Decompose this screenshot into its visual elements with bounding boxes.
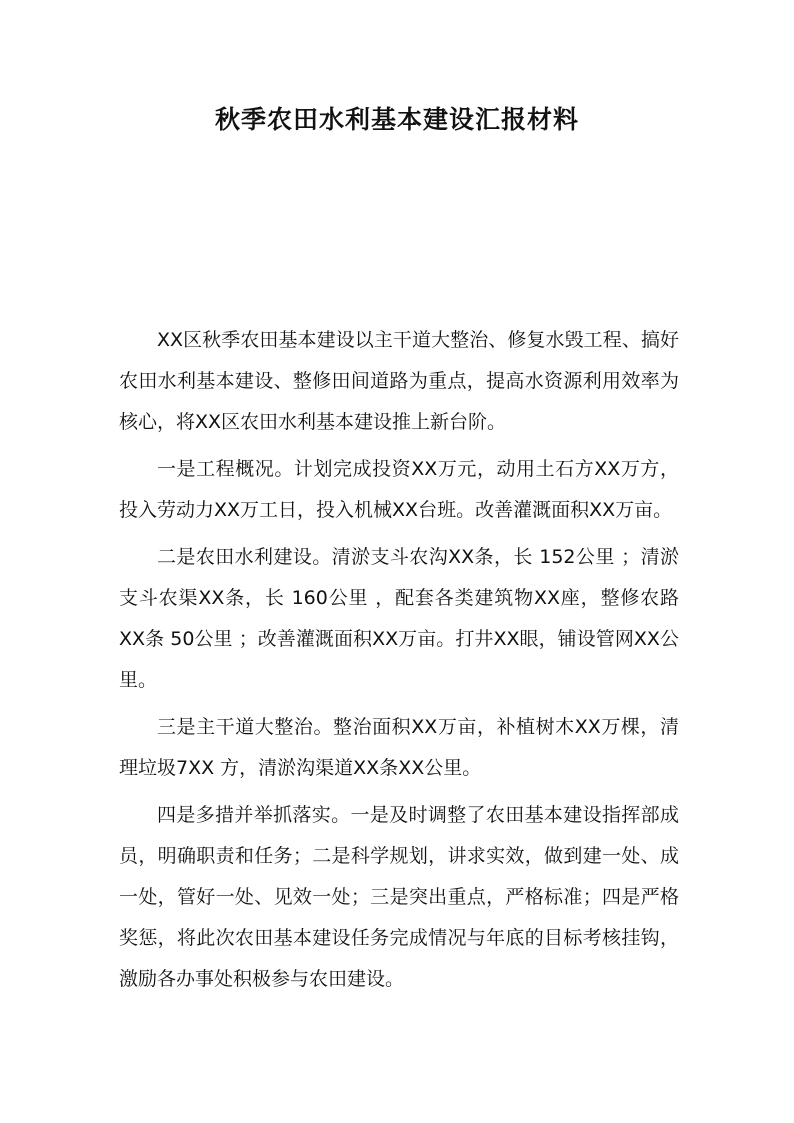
paragraph-project-overview: 一是工程概况。计划完成投资XX万元，动用土石方XX万方，投入劳动力XX万工日，投入机械XX台班。改善灌溉面积XX万亩。 bbox=[119, 458, 679, 521]
document-body bbox=[119, 320, 679, 1006]
paragraph-intro: XX区秋季农田基本建设以主干道大整治、修复水毁工程、搞好农田水利基本建设、整修田间道路为重点，提高水资源利用效率为核心，将XX区农田水利基本建设推上新台阶。 bbox=[119, 329, 679, 433]
paragraph-road-rectification: 三是主干道大整治。整治面积XX万亩，补植树木XX万棵，清理垃圾7XX 方，清淤沟渠道XX条XX公里。 bbox=[119, 716, 679, 779]
paragraph-water-conservancy: 二是农田水利建设。清淤支斗农沟XX条，长 152公里 ；清淤支斗农渠XX条，长 160公里 ，配套各类建筑物XX座，整修农路XX条 50公里 ；改善灌溉面积XX万亩。打井XX眼，铺设管网XX公里。 bbox=[119, 546, 679, 691]
document-title: 秋季农田水利基本建设汇报材料 bbox=[214, 105, 579, 134]
paragraph-implementation-measures: 四是多措并举抓落实。一是及时调整了农田基本建设指挥部成员，明确职责和任务；二是科学规划，讲求实效，做到建一处、成一处，管好一处、见效一处；三是突出重点，严格标准；四是严格奖惩，将此次农田基本建设任务完成情况与年底的目标考核挂钩，激励各办事处积极参与农田建设。 bbox=[119, 804, 679, 990]
